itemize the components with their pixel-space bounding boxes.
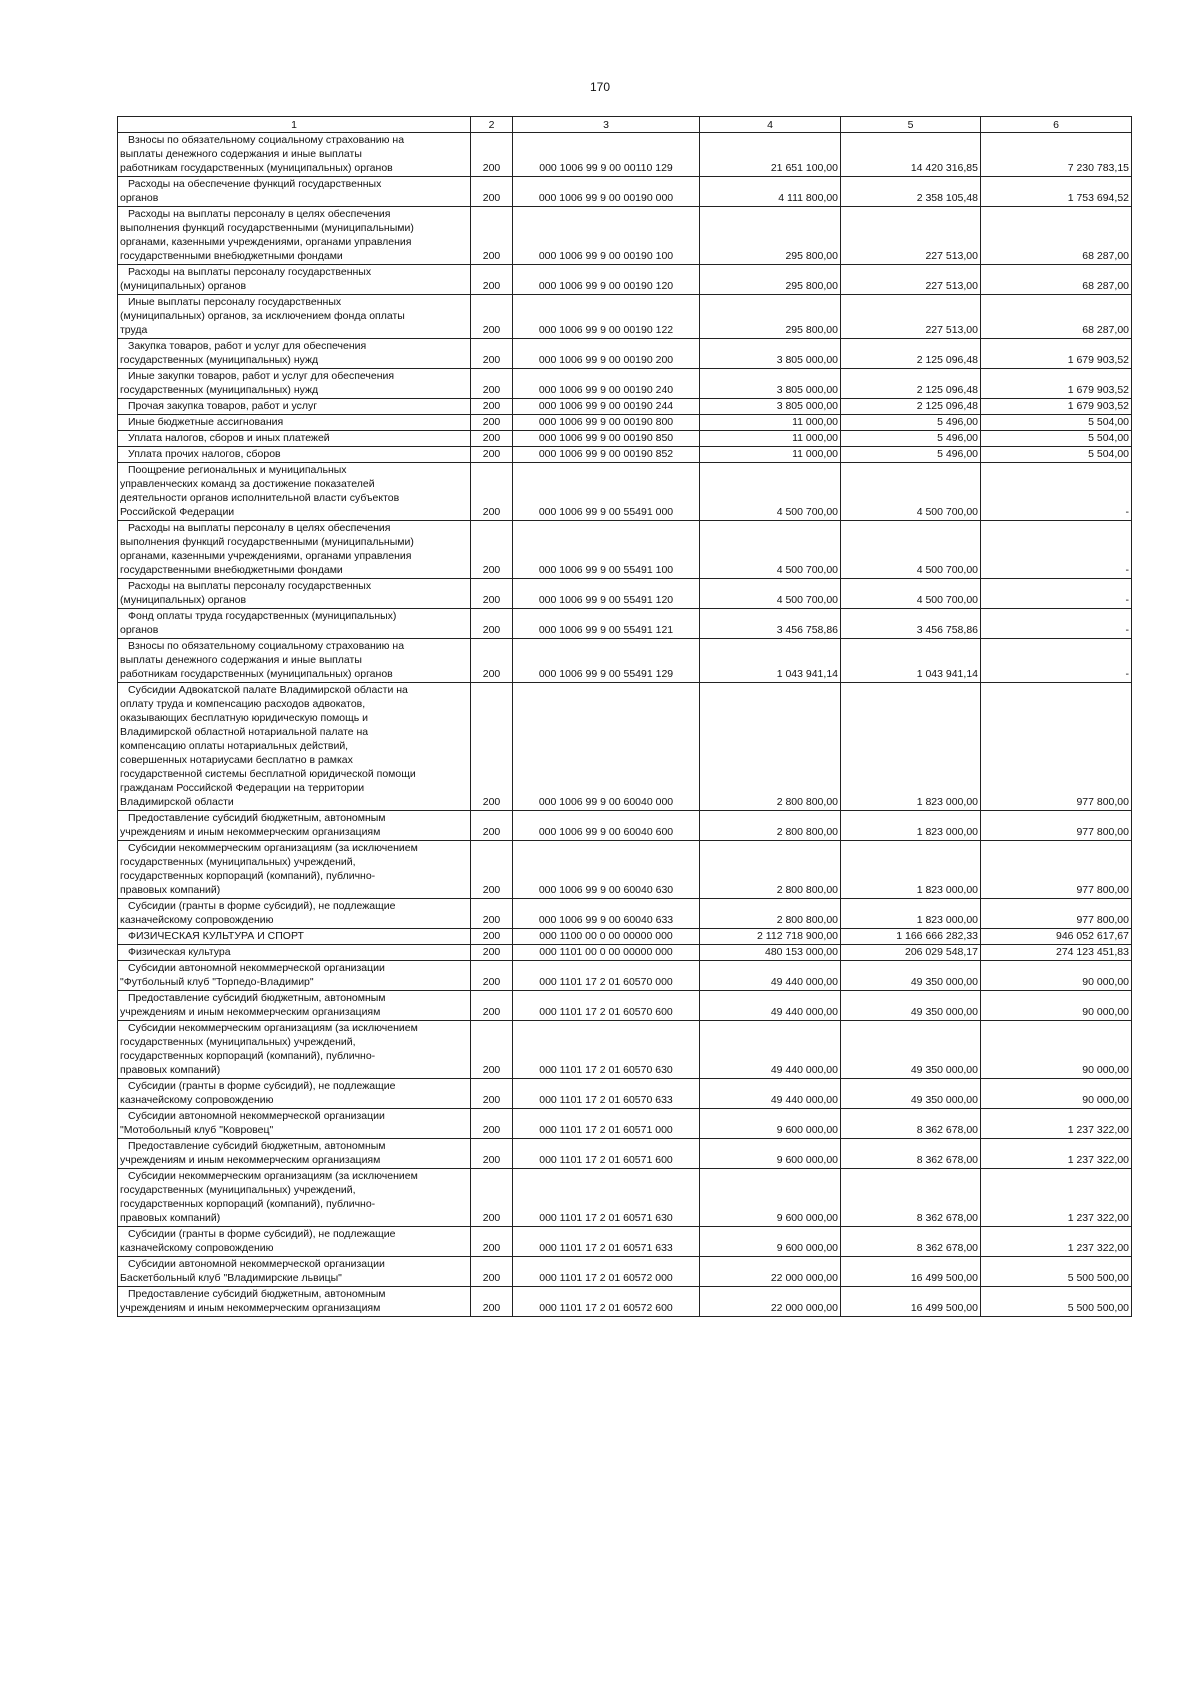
remaining-amount: 1 753 694,52 (981, 177, 1132, 207)
table-row (118, 841, 1132, 899)
expense-name: Субсидии (гранты в форме субсидий), не подлежащие казначейскому сопровождению (118, 1227, 471, 1257)
line-code: 200 (471, 1109, 513, 1139)
approved-amount: 22 000 000,00 (700, 1257, 841, 1287)
header-cell-1: 1 (118, 117, 471, 133)
line-code: 200 (471, 133, 513, 177)
executed-amount: 8 362 678,00 (841, 1109, 981, 1139)
line-code: 200 (471, 579, 513, 609)
expense-name: Физическая культура (118, 945, 471, 961)
expense-name: Предоставление субсидий бюджетным, автономным учреждениям и иным некоммерческим организациям (118, 991, 471, 1021)
expense-name: Фонд оплаты труда государственных (муниципальных) органов (118, 609, 471, 639)
table-body (118, 133, 1132, 1317)
expense-name: Субсидии автономной некоммерческой организации "Футбольный клуб "Торпедо-Владимир" (118, 961, 471, 991)
budget-code: 000 1006 99 9 00 00190 120 (513, 265, 700, 295)
expense-name: Уплата налогов, сборов и иных платежей (118, 431, 471, 447)
approved-amount: 49 440 000,00 (700, 1079, 841, 1109)
remaining-amount: 5 500 500,00 (981, 1257, 1132, 1287)
budget-code: 000 1101 17 2 01 60570 600 (513, 991, 700, 1021)
line-code: 200 (471, 1139, 513, 1169)
executed-amount: 49 350 000,00 (841, 991, 981, 1021)
line-code: 200 (471, 683, 513, 811)
expense-name: Субсидии автономной некоммерческой организации "Мотобольный клуб "Ковровец" (118, 1109, 471, 1139)
approved-amount: 295 800,00 (700, 207, 841, 265)
expense-name: Взносы по обязательному социальному страхованию на выплаты денежного содержания и иные выплаты работникам государственных (муниципальных) органов (118, 639, 471, 683)
approved-amount: 9 600 000,00 (700, 1109, 841, 1139)
budget-code: 000 1006 99 9 00 00190 200 (513, 339, 700, 369)
remaining-amount: 1 237 322,00 (981, 1139, 1132, 1169)
line-code: 200 (471, 841, 513, 899)
budget-code: 000 1006 99 9 00 00190 244 (513, 399, 700, 415)
header-cell-3: 3 (513, 117, 700, 133)
approved-amount: 9 600 000,00 (700, 1169, 841, 1227)
table-row (118, 899, 1132, 929)
line-code: 200 (471, 991, 513, 1021)
line-code: 200 (471, 945, 513, 961)
line-code: 200 (471, 369, 513, 399)
approved-amount: 4 500 700,00 (700, 521, 841, 579)
budget-code: 000 1101 17 2 01 60571 600 (513, 1139, 700, 1169)
table-row (118, 463, 1132, 521)
line-code: 200 (471, 1287, 513, 1317)
remaining-amount: 68 287,00 (981, 265, 1132, 295)
remaining-amount: 68 287,00 (981, 295, 1132, 339)
budget-code: 000 1101 17 2 01 60571 000 (513, 1109, 700, 1139)
expense-name: Взносы по обязательному социальному страхованию на выплаты денежного содержания и иные выплаты работникам государственных (муниципальных) органов (118, 133, 471, 177)
approved-amount: 49 440 000,00 (700, 1021, 841, 1079)
line-code: 200 (471, 265, 513, 295)
expense-name: Иные выплаты персоналу государственных (муниципальных) органов, за исключением фонда оплаты труда (118, 295, 471, 339)
budget-code: 000 1006 99 9 00 60040 000 (513, 683, 700, 811)
table-row (118, 431, 1132, 447)
remaining-amount: 90 000,00 (981, 991, 1132, 1021)
table-row (118, 415, 1132, 431)
approved-amount: 4 500 700,00 (700, 579, 841, 609)
remaining-amount: 946 052 617,67 (981, 929, 1132, 945)
budget-code: 000 1006 99 9 00 00190 850 (513, 431, 700, 447)
remaining-amount: 1 237 322,00 (981, 1227, 1132, 1257)
approved-amount: 21 651 100,00 (700, 133, 841, 177)
budget-code: 000 1006 99 9 00 00190 000 (513, 177, 700, 207)
table-row (118, 521, 1132, 579)
approved-amount: 2 800 800,00 (700, 683, 841, 811)
approved-amount: 2 800 800,00 (700, 899, 841, 929)
line-code: 200 (471, 521, 513, 579)
approved-amount: 480 153 000,00 (700, 945, 841, 961)
approved-amount: 49 440 000,00 (700, 961, 841, 991)
expense-name: Поощрение региональных и муниципальных управленческих команд за достижение показателей деятельности органов исполнительной власти субъектов Российской Федерации (118, 463, 471, 521)
budget-code: 000 1006 99 9 00 55491 129 (513, 639, 700, 683)
table-row (118, 961, 1132, 991)
remaining-amount: 5 500 500,00 (981, 1287, 1132, 1317)
line-code: 200 (471, 1257, 513, 1287)
executed-amount: 5 496,00 (841, 447, 981, 463)
line-code: 200 (471, 1079, 513, 1109)
expense-name: Предоставление субсидий бюджетным, автономным учреждениям и иным некоммерческим организациям (118, 1287, 471, 1317)
line-code: 200 (471, 899, 513, 929)
table-row (118, 945, 1132, 961)
remaining-amount: 7 230 783,15 (981, 133, 1132, 177)
executed-amount: 4 500 700,00 (841, 521, 981, 579)
remaining-amount: 68 287,00 (981, 207, 1132, 265)
remaining-amount: - (981, 609, 1132, 639)
expense-name: Расходы на выплаты персоналу государственных (муниципальных) органов (118, 579, 471, 609)
table-row (118, 579, 1132, 609)
executed-amount: 5 496,00 (841, 415, 981, 431)
line-code: 200 (471, 415, 513, 431)
line-code: 200 (471, 929, 513, 945)
expense-name: ФИЗИЧЕСКАЯ КУЛЬТУРА И СПОРТ (118, 929, 471, 945)
table-row (118, 133, 1132, 177)
table-row (118, 265, 1132, 295)
line-code: 200 (471, 609, 513, 639)
remaining-amount: - (981, 579, 1132, 609)
budget-code: 000 1006 99 9 00 55491 121 (513, 609, 700, 639)
budget-code: 000 1006 99 9 00 00190 122 (513, 295, 700, 339)
approved-amount: 2 800 800,00 (700, 841, 841, 899)
table-row (118, 609, 1132, 639)
expense-name: Расходы на выплаты персоналу государственных (муниципальных) органов (118, 265, 471, 295)
line-code: 200 (471, 1227, 513, 1257)
expense-name: Расходы на выплаты персоналу в целях обеспечения выполнения функций государственными (муниципальными) органами, казенными учреждениями, органами управления государственными внебюджетными фондами (118, 521, 471, 579)
remaining-amount: 977 800,00 (981, 899, 1132, 929)
line-code: 200 (471, 463, 513, 521)
expense-name: Уплата прочих налогов, сборов (118, 447, 471, 463)
remaining-amount: 90 000,00 (981, 1079, 1132, 1109)
executed-amount: 1 823 000,00 (841, 811, 981, 841)
remaining-amount: 5 504,00 (981, 431, 1132, 447)
expense-name: Предоставление субсидий бюджетным, автономным учреждениям и иным некоммерческим организациям (118, 811, 471, 841)
expense-name: Субсидии Адвокатской палате Владимирской области на оплату труда и компенсацию расходов адвокатов, оказывающих бесплатную юридическую помощь и Владимирской областной нотариальной палате на компенсацию оплаты нотариальных действий, совершенных нотариусами бесплатно в рамках государственной системы бесплатной юридической помощи гражданам Российской Федерации на территории Владимирской области (118, 683, 471, 811)
header-cell-2: 2 (471, 117, 513, 133)
remaining-amount: 977 800,00 (981, 841, 1132, 899)
line-code: 200 (471, 961, 513, 991)
expense-name: Расходы на выплаты персоналу в целях обеспечения выполнения функций государственными (муниципальными) органами, казенными учреждениями, органами управления государственными внебюджетными фондами (118, 207, 471, 265)
budget-code: 000 1006 99 9 00 00190 800 (513, 415, 700, 431)
executed-amount: 1 823 000,00 (841, 841, 981, 899)
executed-amount: 14 420 316,85 (841, 133, 981, 177)
line-code: 200 (471, 447, 513, 463)
budget-code: 000 1100 00 0 00 00000 000 (513, 929, 700, 945)
budget-code: 000 1101 17 2 01 60570 000 (513, 961, 700, 991)
budget-code: 000 1101 17 2 01 60571 633 (513, 1227, 700, 1257)
table-row (118, 399, 1132, 415)
table-row (118, 1227, 1132, 1257)
table-row (118, 295, 1132, 339)
expense-name: Субсидии (гранты в форме субсидий), не подлежащие казначейскому сопровождению (118, 1079, 471, 1109)
approved-amount: 9 600 000,00 (700, 1139, 841, 1169)
remaining-amount: 977 800,00 (981, 683, 1132, 811)
approved-amount: 3 805 000,00 (700, 339, 841, 369)
page-number: 170 (589, 80, 611, 94)
table-row (118, 339, 1132, 369)
executed-amount: 1 166 666 282,33 (841, 929, 981, 945)
executed-amount: 8 362 678,00 (841, 1169, 981, 1227)
line-code: 200 (471, 207, 513, 265)
approved-amount: 4 500 700,00 (700, 463, 841, 521)
remaining-amount: - (981, 521, 1132, 579)
approved-amount: 2 800 800,00 (700, 811, 841, 841)
budget-code: 000 1101 17 2 01 60571 630 (513, 1169, 700, 1227)
expense-name: Прочая закупка товаров, работ и услуг (118, 399, 471, 415)
expense-name: Субсидии автономной некоммерческой организации Баскетбольный клуб "Владимирские львицы" (118, 1257, 471, 1287)
approved-amount: 1 043 941,14 (700, 639, 841, 683)
table-row (118, 207, 1132, 265)
budget-code: 000 1006 99 9 00 55491 000 (513, 463, 700, 521)
executed-amount: 2 125 096,48 (841, 339, 981, 369)
expense-name: Закупка товаров, работ и услуг для обеспечения государственных (муниципальных) нужд (118, 339, 471, 369)
expense-name: Субсидии некоммерческим организациям (за исключением государственных (муниципальных) учреждений, государственных корпораций (компаний), публично- правовых компаний) (118, 1021, 471, 1079)
executed-amount: 1 043 941,14 (841, 639, 981, 683)
remaining-amount: 1 679 903,52 (981, 399, 1132, 415)
table-row (118, 1257, 1132, 1287)
budget-code: 000 1006 99 9 00 00190 852 (513, 447, 700, 463)
executed-amount: 8 362 678,00 (841, 1139, 981, 1169)
executed-amount: 227 513,00 (841, 265, 981, 295)
budget-code: 000 1101 17 2 01 60572 600 (513, 1287, 700, 1317)
expense-name: Иные бюджетные ассигнования (118, 415, 471, 431)
remaining-amount: 90 000,00 (981, 961, 1132, 991)
expense-name: Расходы на обеспечение функций государственных органов (118, 177, 471, 207)
budget-code: 000 1006 99 9 00 00110 129 (513, 133, 700, 177)
budget-code: 000 1006 99 9 00 00190 240 (513, 369, 700, 399)
executed-amount: 4 500 700,00 (841, 579, 981, 609)
line-code: 200 (471, 1169, 513, 1227)
remaining-amount: 1 237 322,00 (981, 1109, 1132, 1139)
remaining-amount: - (981, 639, 1132, 683)
budget-code: 000 1006 99 9 00 60040 630 (513, 841, 700, 899)
table-row (118, 447, 1132, 463)
table-row (118, 1169, 1132, 1227)
executed-amount: 227 513,00 (841, 295, 981, 339)
approved-amount: 11 000,00 (700, 447, 841, 463)
table-row (118, 1109, 1132, 1139)
executed-amount: 16 499 500,00 (841, 1257, 981, 1287)
line-code: 200 (471, 295, 513, 339)
table-row (118, 683, 1132, 811)
approved-amount: 11 000,00 (700, 431, 841, 447)
approved-amount: 11 000,00 (700, 415, 841, 431)
table-row (118, 811, 1132, 841)
executed-amount: 49 350 000,00 (841, 1021, 981, 1079)
table-row (118, 1139, 1132, 1169)
executed-amount: 16 499 500,00 (841, 1287, 981, 1317)
approved-amount: 49 440 000,00 (700, 991, 841, 1021)
executed-amount: 227 513,00 (841, 207, 981, 265)
expense-name: Предоставление субсидий бюджетным, автономным учреждениям и иным некоммерческим организациям (118, 1139, 471, 1169)
approved-amount: 3 805 000,00 (700, 399, 841, 415)
approved-amount: 295 800,00 (700, 265, 841, 295)
table-row (118, 1287, 1132, 1317)
remaining-amount: 274 123 451,83 (981, 945, 1132, 961)
budget-code: 000 1101 17 2 01 60570 633 (513, 1079, 700, 1109)
budget-code: 000 1006 99 9 00 00190 100 (513, 207, 700, 265)
remaining-amount: 1 679 903,52 (981, 339, 1132, 369)
approved-amount: 4 111 800,00 (700, 177, 841, 207)
budget-code: 000 1101 17 2 01 60572 000 (513, 1257, 700, 1287)
line-code: 200 (471, 399, 513, 415)
executed-amount: 8 362 678,00 (841, 1227, 981, 1257)
remaining-amount: 90 000,00 (981, 1021, 1132, 1079)
remaining-amount: 1 679 903,52 (981, 369, 1132, 399)
expense-name: Субсидии некоммерческим организациям (за исключением государственных (муниципальных) учреждений, государственных корпораций (компаний), публично- правовых компаний) (118, 841, 471, 899)
approved-amount: 2 112 718 900,00 (700, 929, 841, 945)
header-cell-4: 4 (700, 117, 841, 133)
remaining-amount: - (981, 463, 1132, 521)
budget-code: 000 1101 17 2 01 60570 630 (513, 1021, 700, 1079)
table-row (118, 639, 1132, 683)
budget-code: 000 1006 99 9 00 55491 100 (513, 521, 700, 579)
approved-amount: 22 000 000,00 (700, 1287, 841, 1317)
table-row (118, 1079, 1132, 1109)
line-code: 200 (471, 811, 513, 841)
budget-table (117, 116, 1132, 1317)
remaining-amount: 1 237 322,00 (981, 1169, 1132, 1227)
executed-amount: 4 500 700,00 (841, 463, 981, 521)
expense-name: Иные закупки товаров, работ и услуг для обеспечения государственных (муниципальных) нужд (118, 369, 471, 399)
executed-amount: 3 456 758,86 (841, 609, 981, 639)
expense-name: Субсидии (гранты в форме субсидий), не подлежащие казначейскому сопровождению (118, 899, 471, 929)
line-code: 200 (471, 177, 513, 207)
expense-name: Субсидии некоммерческим организациям (за исключением государственных (муниципальных) учреждений, государственных корпораций (компаний), публично- правовых компаний) (118, 1169, 471, 1227)
remaining-amount: 5 504,00 (981, 415, 1132, 431)
line-code: 200 (471, 1021, 513, 1079)
executed-amount: 49 350 000,00 (841, 961, 981, 991)
header-cell-6: 6 (981, 117, 1132, 133)
budget-code: 000 1006 99 9 00 60040 633 (513, 899, 700, 929)
table-row (118, 369, 1132, 399)
executed-amount: 2 125 096,48 (841, 369, 981, 399)
budget-code: 000 1101 00 0 00 00000 000 (513, 945, 700, 961)
table-row (118, 1021, 1132, 1079)
executed-amount: 2 358 105,48 (841, 177, 981, 207)
approved-amount: 9 600 000,00 (700, 1227, 841, 1257)
line-code: 200 (471, 431, 513, 447)
executed-amount: 1 823 000,00 (841, 683, 981, 811)
executed-amount: 2 125 096,48 (841, 399, 981, 415)
table-row (118, 177, 1132, 207)
table-row (118, 991, 1132, 1021)
header-cell-5: 5 (841, 117, 981, 133)
executed-amount: 206 029 548,17 (841, 945, 981, 961)
executed-amount: 49 350 000,00 (841, 1079, 981, 1109)
remaining-amount: 5 504,00 (981, 447, 1132, 463)
budget-code: 000 1006 99 9 00 60040 600 (513, 811, 700, 841)
header-row (118, 117, 1132, 133)
approved-amount: 3 805 000,00 (700, 369, 841, 399)
line-code: 200 (471, 339, 513, 369)
executed-amount: 5 496,00 (841, 431, 981, 447)
approved-amount: 295 800,00 (700, 295, 841, 339)
remaining-amount: 977 800,00 (981, 811, 1132, 841)
approved-amount: 3 456 758,86 (700, 609, 841, 639)
table-row (118, 929, 1132, 945)
line-code: 200 (471, 639, 513, 683)
budget-code: 000 1006 99 9 00 55491 120 (513, 579, 700, 609)
executed-amount: 1 823 000,00 (841, 899, 981, 929)
